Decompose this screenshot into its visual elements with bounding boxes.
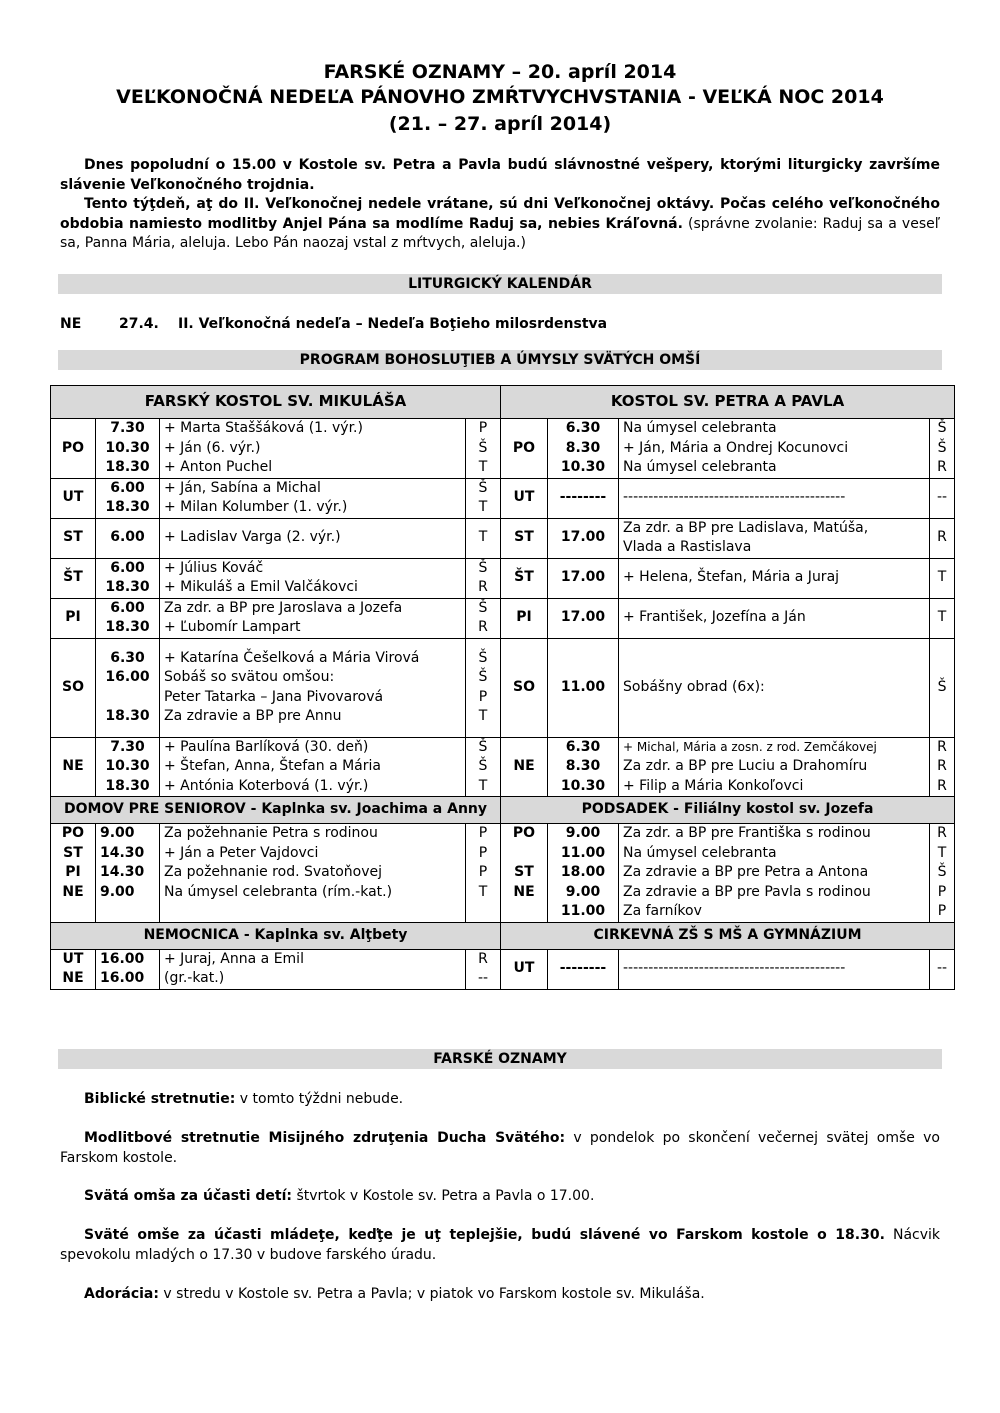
- hospital-liturgy-color: [466, 949, 501, 989]
- left-church-header: FARSKÝ KOSTOL SV. MIKULÁŠA: [51, 386, 501, 419]
- right-times-line: 17.00: [560, 529, 606, 546]
- left-liturgy-color-line: R: [478, 579, 488, 595]
- seniors-intentions-line: Za požehnanie rod. Svatoňovej: [164, 864, 383, 880]
- schedule-table: [50, 385, 955, 990]
- left-times-line: 18.30: [105, 619, 150, 635]
- left-times: [96, 737, 160, 797]
- podsadek-liturgy-color-line: T: [937, 844, 947, 861]
- left-intentions: [160, 419, 466, 479]
- right-liturgy-color: [930, 518, 955, 558]
- right-liturgy-color-line: R: [937, 738, 947, 755]
- seniors-times-line: 14.30: [100, 844, 145, 861]
- right-intentions-line: Na úmysel celebranta: [623, 459, 777, 475]
- right-times-line: 6.30: [565, 420, 601, 436]
- right-times-line: 10.30: [560, 459, 606, 475]
- left-times-line: 6.30: [110, 649, 145, 666]
- announcement-text: Nácvik spevokolu mladých o 17.30 v budove farského úradu.: [60, 1227, 940, 1263]
- seniors-days-line: NE: [62, 883, 84, 900]
- left-times-line: [100, 688, 155, 708]
- right-intentions: [619, 478, 930, 518]
- seniors-times-line: 9.00: [100, 883, 135, 900]
- announcements-heading: FARSKÉ OZNAMY: [58, 1049, 942, 1069]
- left-day: [51, 558, 96, 598]
- left-times: [96, 558, 160, 598]
- left-intentions-line: + Marta Staššáková (1. výr.): [164, 420, 363, 436]
- right-intentions-line: Za zdr. a BP pre Ladislava, Matúša,: [623, 519, 869, 536]
- left-intentions-line: + Katarína Češelková a Mária Virová: [164, 649, 420, 666]
- school-day: [501, 949, 548, 989]
- announcement-label: Adorácia:: [84, 1286, 159, 1302]
- schedule-row: [51, 478, 955, 518]
- right-times-line: 8.30: [565, 439, 601, 456]
- left-day: [51, 518, 96, 558]
- podsadek-intentions-line: Za zdr. a BP pre Františka s rodinou: [623, 825, 871, 841]
- calendar-text: II. Veľkonočná nedeľa – Nedeľa Boţieho milosrdenstva: [178, 316, 608, 332]
- right-liturgy-color-line: R: [937, 758, 947, 774]
- right-day-line: NE: [513, 758, 535, 774]
- right-times: [548, 598, 619, 638]
- left-intentions-line: + Július Kováč: [164, 559, 264, 576]
- calendar-date: 27.4.: [119, 316, 159, 332]
- right-day: [501, 598, 548, 638]
- right-times-line: 6.30: [565, 738, 601, 755]
- right-liturgy-color-line: --: [936, 489, 948, 506]
- schedule-row: [51, 558, 955, 598]
- podsadek-liturgy-color-line: Š: [937, 864, 947, 880]
- left-liturgy-color: [466, 419, 501, 479]
- left-liturgy-color: [466, 638, 501, 737]
- seniors-liturgy-color-line: P: [478, 844, 488, 861]
- announcement-item: [60, 1089, 940, 1109]
- left-day-line: NE: [62, 758, 84, 774]
- right-intentions-line: Vlada a Rastislava: [623, 539, 752, 555]
- right-liturgy-color: [930, 478, 955, 518]
- podsadek-times: [548, 824, 619, 923]
- seniors-intentions-line: + Ján a Peter Vajdovci: [164, 844, 319, 861]
- seniors-intentions-line: Na úmysel celebranta (rím.-kat.): [164, 883, 393, 900]
- right-day: [501, 518, 548, 558]
- left-liturgy-color-line: Š: [478, 439, 488, 456]
- left-intentions-line: + Milan Kolumber (1. výr.): [164, 499, 348, 515]
- right-times-line: 10.30: [560, 777, 606, 794]
- left-intentions-line: + Štefan, Anna, Štefan a Mária: [164, 758, 381, 774]
- hospital-intentions-line: + Juraj, Anna a Emil: [164, 950, 304, 967]
- intro-p2-bold: Tento týţdeň, aţ do II. Veľkonočnej nedele vrátane, sú dni Veľkonočnej oktávy. Počas celého veľkonočného obdobia namiesto modlitby Anjel Pána sa modlíme Raduj sa, nebies Kráľovná.: [60, 196, 940, 232]
- left-liturgy-color-line: T: [478, 777, 488, 794]
- hospital-liturgy-color-line: --: [477, 970, 489, 986]
- intro-p2-rest: (správne zvolanie: Raduj sa a veseľ sa, Panna Mária, aleluja. Lebo Pán naozaj vstal z mŕtvych, aleluja.): [60, 215, 940, 251]
- announcement-label: Biblické stretnutie:: [84, 1091, 236, 1107]
- left-liturgy-color-line: Š: [478, 479, 488, 496]
- right-day-line: ŠT: [514, 569, 534, 586]
- podsadek-church-header: PODSADEK - Filiálny kostol sv. Jozefa: [501, 797, 955, 824]
- right-times-line: 11.00: [560, 678, 606, 695]
- announcement-item: [60, 1128, 940, 1168]
- calendar-heading: LITURGICKÝ KALENDÁR: [58, 274, 942, 294]
- right-liturgy-color-line: R: [937, 777, 947, 794]
- left-times-line: 18.30: [105, 459, 150, 475]
- right-day: [501, 478, 548, 518]
- left-times: [96, 638, 160, 737]
- schedule-row: [51, 419, 955, 479]
- right-intentions-line: + František, Jozefína a Ján: [623, 609, 806, 626]
- seniors-days: [51, 824, 96, 923]
- left-times: [96, 478, 160, 518]
- school-liturgy-color: [930, 949, 955, 989]
- seniors-liturgy-color-line: P: [478, 825, 488, 841]
- right-liturgy-color-line: R: [937, 529, 947, 546]
- left-times-line: 6.00: [110, 529, 145, 546]
- school-liturgy-color-line: --: [936, 960, 948, 977]
- hospital-days: [51, 949, 96, 989]
- right-intentions-line: Sobášny obrad (6x):: [623, 678, 765, 695]
- left-day: [51, 638, 96, 737]
- left-day: [51, 737, 96, 797]
- podsadek-times-line: 9.00: [565, 883, 601, 900]
- schedule-row: [51, 598, 955, 638]
- left-intentions: [160, 478, 466, 518]
- right-times-line: 8.30: [565, 758, 601, 774]
- left-times: [96, 598, 160, 638]
- right-liturgy-color-line: T: [937, 569, 947, 586]
- left-times-line: 18.30: [105, 579, 150, 595]
- seniors-days-line: ST: [63, 844, 83, 861]
- right-day-line: UT: [513, 489, 535, 506]
- left-intentions-line: Peter Tatarka – Jana Pivovarová: [164, 688, 384, 705]
- school-header: CIRKEVNÁ ZŠ S MŠ A GYMNÁZIUM: [501, 922, 955, 949]
- seniors-days-line: PI: [65, 864, 81, 880]
- intro-p1-text: Dnes popoludní o 15.00 v Kostole sv. Petra a Pavla budú slávnostné vešpery, ktorými liturgicky završíme slávenie Veľkonočného trojdnia.: [60, 157, 940, 193]
- left-liturgy-color-line: P: [478, 688, 488, 705]
- right-day: [501, 737, 548, 797]
- podsadek-intentions-line: Za farníkov: [623, 903, 702, 919]
- podsadek-liturgy-color-line: P: [937, 883, 947, 900]
- right-intentions: [619, 598, 930, 638]
- left-times-line: 6.00: [110, 559, 145, 576]
- left-times-line: 18.30: [105, 708, 150, 724]
- title-line-1: FARSKÉ OZNAMY – 20. apríl 2014: [323, 61, 677, 83]
- left-liturgy-color-line: Š: [478, 559, 488, 576]
- hospital-days-line: NE: [62, 970, 84, 986]
- left-day: [51, 598, 96, 638]
- announcement-text: v stredu v Kostole sv. Petra a Pavla; v piatok vo Farskom kostole sv. Mikuláša.: [158, 1286, 705, 1302]
- left-liturgy-color-line: P: [478, 420, 488, 436]
- left-liturgy-color: [466, 478, 501, 518]
- right-day-line: SO: [513, 678, 535, 695]
- school-intention: [619, 949, 930, 989]
- left-liturgy-color-line: Š: [478, 738, 488, 755]
- right-intentions: [619, 419, 930, 479]
- right-liturgy-color: [930, 737, 955, 797]
- podsadek-intentions: [619, 824, 930, 923]
- hospital-intentions-line: (gr.-kat.): [164, 970, 225, 986]
- left-intentions-line: + Ján (6. výr.): [164, 439, 261, 456]
- left-times-line: 10.30: [105, 758, 150, 774]
- left-liturgy-color: [466, 518, 501, 558]
- right-times: [548, 558, 619, 598]
- right-day-line: PO: [512, 439, 536, 456]
- seniors-days-line: PO: [61, 825, 85, 841]
- left-liturgy-color-line: Š: [478, 758, 488, 774]
- left-liturgy-color: [466, 598, 501, 638]
- right-day: [501, 558, 548, 598]
- left-liturgy-color-line: R: [478, 619, 488, 635]
- podsadek-liturgy-color-line: R: [937, 825, 947, 841]
- seniors-intentions: [160, 824, 466, 923]
- program-heading: PROGRAM BOHOSLUŢIEB A ÚMYSLY SVÄTÝCH OMŠÍ: [58, 350, 942, 370]
- right-times-line: 17.00: [560, 609, 606, 626]
- right-intentions-line: + Michal, Mária a zosn. z rod. Zemčákovej: [623, 739, 877, 754]
- left-intentions-line: + Antónia Koterbová (1. výr.): [164, 777, 369, 794]
- left-intentions-line: Za zdr. a BP pre Jaroslava a Jozefa: [164, 599, 403, 616]
- left-times: [96, 419, 160, 479]
- right-liturgy-color-line: Š: [937, 439, 947, 456]
- right-intentions-line: + Helena, Štefan, Mária a Juraj: [623, 569, 840, 586]
- right-intentions: [619, 638, 930, 737]
- podsadek-days: [501, 824, 548, 923]
- left-times-line: 6.00: [110, 479, 145, 496]
- left-liturgy-color-line: T: [478, 708, 488, 724]
- podsadek-times-line: 11.00: [560, 903, 606, 919]
- left-intentions-line: Sobáš so svätou omšou:: [164, 669, 335, 685]
- title-line-2: VEĽKONOČNÁ NEDEĽA PÁNOVHO ZMŔTVYCHVSTANIA - VEĽKÁ NOC 2014: [116, 86, 884, 108]
- left-liturgy-color-line: T: [478, 459, 488, 475]
- left-times-line: 16.00: [105, 669, 150, 685]
- right-intentions-line: --------------------------------------------: [623, 489, 846, 506]
- podsadek-times-line: 18.00: [560, 864, 606, 880]
- left-day-line: SO: [62, 678, 84, 695]
- podsadek-times-line: 11.00: [560, 844, 606, 861]
- hospital-times-line: 16.00: [100, 950, 145, 967]
- seniors-times-line: 9.00: [100, 825, 135, 841]
- right-liturgy-color: [930, 419, 955, 479]
- podsadek-days-line: PO: [512, 825, 536, 841]
- seniors-chapel-header: DOMOV PRE SENIOROV - Kaplnka sv. Joachima a Anny: [51, 797, 501, 824]
- right-times: [548, 419, 619, 479]
- left-times-line: 6.00: [110, 599, 145, 616]
- hospital-chapel-header: NEMOCNICA - Kaplnka sv. Alţbety: [51, 922, 501, 949]
- hospital-times: [96, 949, 160, 989]
- seniors-liturgy-color-line: P: [478, 864, 488, 880]
- left-intentions-line: Za zdravie a BP pre Annu: [164, 708, 342, 724]
- right-liturgy-color-line: Š: [937, 678, 947, 695]
- announcement-item: [60, 1186, 940, 1206]
- left-intentions: [160, 518, 466, 558]
- seniors-liturgy-color: [466, 824, 501, 923]
- right-times: [548, 737, 619, 797]
- left-times-line: 7.30: [110, 420, 145, 436]
- announcement-label: Svätá omša za účasti detí:: [84, 1188, 293, 1204]
- seniors-times: [96, 824, 160, 923]
- schedule-row: [51, 737, 955, 797]
- left-intentions-line: + Ladislav Varga (2. výr.): [164, 529, 341, 546]
- right-day: [501, 419, 548, 479]
- school-day-line: UT: [513, 960, 535, 977]
- left-intentions: [160, 558, 466, 598]
- right-intentions-line: Na úmysel celebranta: [623, 420, 777, 436]
- right-church-header: KOSTOL SV. PETRA A PAVLA: [501, 386, 955, 419]
- right-liturgy-color: [930, 598, 955, 638]
- left-intentions-line: + Paulína Barlíková (30. deň): [164, 738, 369, 755]
- left-intentions-line: + Anton Puchel: [164, 459, 273, 475]
- right-day: [501, 638, 548, 737]
- podsadek-days-line: ST: [514, 864, 534, 880]
- left-day-line: PO: [61, 439, 85, 456]
- podsadek-intentions-line: Za zdravie a BP pre Pavla s rodinou: [623, 883, 871, 900]
- left-liturgy-color-line: T: [478, 499, 488, 515]
- announcement-item: [60, 1225, 940, 1265]
- intro-paragraph-2: [60, 195, 940, 254]
- podsadek-liturgy-color-line: P: [937, 903, 947, 919]
- school-intention-line: --------------------------------------------: [623, 960, 846, 977]
- hospital-days-line: UT: [62, 950, 84, 967]
- podsadek-intentions-line: Na úmysel celebranta: [623, 844, 777, 861]
- school-time-line: --------: [559, 960, 607, 977]
- right-day-line: ST: [514, 529, 534, 546]
- left-liturgy-color: [466, 737, 501, 797]
- right-intentions-line: + Filip a Mária Konkoľovci: [623, 777, 804, 794]
- right-liturgy-color-line: Š: [937, 420, 947, 436]
- podsadek-times-line: 9.00: [565, 825, 601, 841]
- left-intentions-line: + Ján, Sabína a Michal: [164, 479, 321, 496]
- podsadek-days-line: [505, 844, 543, 864]
- right-times: [548, 478, 619, 518]
- hospital-intentions: [160, 949, 466, 989]
- left-times: [96, 518, 160, 558]
- right-times: [548, 638, 619, 737]
- seniors-intentions-line: Za požehnanie Petra s rodinou: [164, 825, 378, 841]
- left-day: [51, 419, 96, 479]
- podsadek-days-line: NE: [513, 883, 535, 900]
- right-liturgy-color-line: T: [937, 609, 947, 626]
- announcement-item: [60, 1284, 940, 1304]
- left-intentions-line: + Mikuláš a Emil Valčákovci: [164, 579, 358, 595]
- right-intentions: [619, 737, 930, 797]
- podsadek-intentions-line: Za zdravie a BP pre Petra a Antona: [623, 864, 869, 880]
- announcement-label: Sväté omše za účasti mládeţe, keďţe je uţ teplejšie, budú slávené vo Farskom kostole o 18.30.: [84, 1227, 885, 1243]
- right-times: [548, 518, 619, 558]
- right-liturgy-color: [930, 638, 955, 737]
- right-intentions: [619, 518, 930, 558]
- left-times-line: 10.30: [105, 439, 150, 456]
- right-liturgy-color-line: R: [937, 459, 947, 475]
- title-line-3: (21. – 27. apríl 2014): [388, 113, 612, 135]
- right-day-line: PI: [516, 609, 532, 626]
- announcement-text: štvrtok v Kostole sv. Petra a Pavla o 17.00.: [292, 1188, 595, 1204]
- seniors-liturgy-color-line: T: [478, 883, 488, 900]
- left-times-line: 18.30: [105, 499, 150, 515]
- left-liturgy-color: [466, 558, 501, 598]
- left-intentions: [160, 598, 466, 638]
- schedule-row: [51, 518, 955, 558]
- seniors-times-line: 14.30: [100, 864, 145, 880]
- left-intentions: [160, 737, 466, 797]
- left-times-line: 18.30: [105, 777, 150, 794]
- left-day-line: ŠT: [63, 569, 83, 586]
- intro-paragraph-1: [60, 156, 940, 195]
- podsadek-liturgy-color: [930, 824, 955, 923]
- right-intentions: [619, 558, 930, 598]
- school-time: [548, 949, 619, 989]
- right-intentions-line: + Ján, Mária a Ondrej Kocunovci: [623, 439, 849, 456]
- left-liturgy-color-line: T: [478, 529, 488, 546]
- right-times-line: 17.00: [560, 569, 606, 586]
- right-times-line: --------: [559, 489, 607, 506]
- left-liturgy-color-line: Š: [478, 669, 488, 685]
- left-day-line: UT: [62, 489, 84, 506]
- announcement-label: Modlitbové stretnutie Misijného zdruţenia Ducha Svätého:: [84, 1130, 566, 1146]
- left-day: [51, 478, 96, 518]
- left-day-line: ST: [63, 529, 83, 546]
- podsadek-days-line: [505, 902, 543, 922]
- left-liturgy-color-line: Š: [478, 599, 488, 616]
- left-liturgy-color-line: Š: [478, 649, 488, 666]
- left-day-line: PI: [65, 609, 81, 626]
- calendar-day: NE: [60, 316, 82, 332]
- announcement-text: v pondelok po skončení večernej svätej omše vo Farskom kostole.: [60, 1130, 940, 1166]
- left-intentions-line: + Ľubomír Lampart: [164, 619, 301, 635]
- announcement-text: v tomto týždni nebude.: [235, 1091, 404, 1107]
- right-intentions-line: Za zdr. a BP pre Luciu a Drahomíru: [623, 758, 868, 774]
- schedule-row: [51, 638, 955, 737]
- hospital-times-line: 16.00: [100, 970, 145, 986]
- right-liturgy-color: [930, 558, 955, 598]
- left-intentions: [160, 638, 466, 737]
- left-times-line: 7.30: [110, 738, 145, 755]
- hospital-liturgy-color-line: R: [478, 950, 488, 967]
